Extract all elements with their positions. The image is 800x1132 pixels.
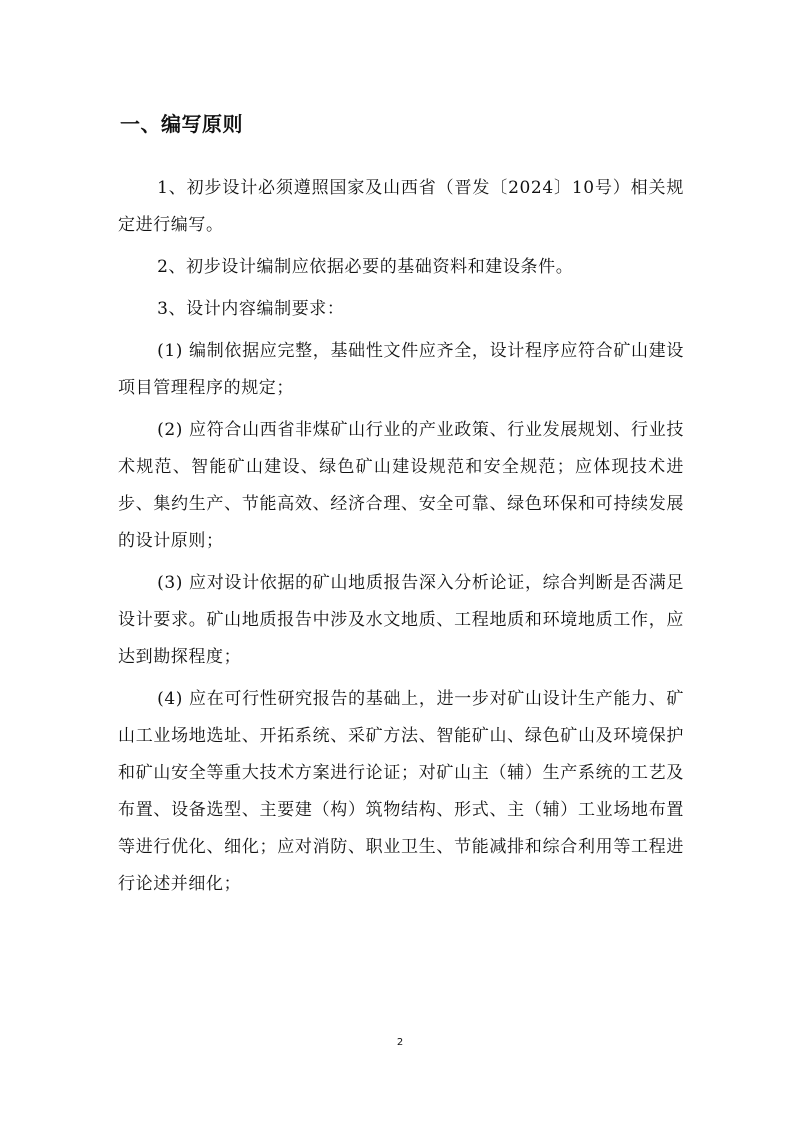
- page-number: 2: [396, 1037, 404, 1048]
- section-heading: 一、编写原则: [120, 112, 243, 136]
- paragraph-3: 3、设计内容编制要求：: [157, 299, 345, 319]
- paragraph-3-3: (3) 应对设计依据的矿山地质报告深入分析论证，综合判断是否满足设计要求。矿山地质报告中涉及水文地质、工程地质和环境地质工作，应达到勘探程度；: [118, 573, 684, 667]
- body-text: [118, 170, 684, 908]
- paragraph-1: 1、初步设计必须遵照国家及山西省（晋发〔2024〕10号）相关规定进行编写。: [118, 178, 684, 235]
- paragraph-2: 2、初步设计编制应依据必要的基础资料和建设条件。: [157, 257, 574, 277]
- paragraph-3-1: (1) 编制依据应完整，基础性文件应齐全，设计程序应符合矿山建设项目管理程序的规定；: [118, 341, 684, 398]
- paragraph-3-4: (4) 应在可行性研究报告的基础上，进一步对矿山设计生产能力、矿山工业场地选址、开拓系统、采矿方法、智能矿山、绿色矿山及环境保护和矿山安全等重大技术方案进行论证；对矿山主（辅）生产系统的工艺及布置、设备选型、主要建（构）筑物结构、形式、主（辅）工业场地布置等进行优化、细化；应对消防、职业卫生、节能减排和综合利用等工程进行论述并细化；: [118, 689, 684, 894]
- paragraph-3-2: (2) 应符合山西省非煤矿山行业的产业政策、行业发展规划、行业技术规范、智能矿山建设、绿色矿山建设规范和安全规范；应体现技术进步、集约生产、节能高效、经济合理、安全可靠、绿色环保和可持续发展的设计原则；: [118, 420, 684, 551]
